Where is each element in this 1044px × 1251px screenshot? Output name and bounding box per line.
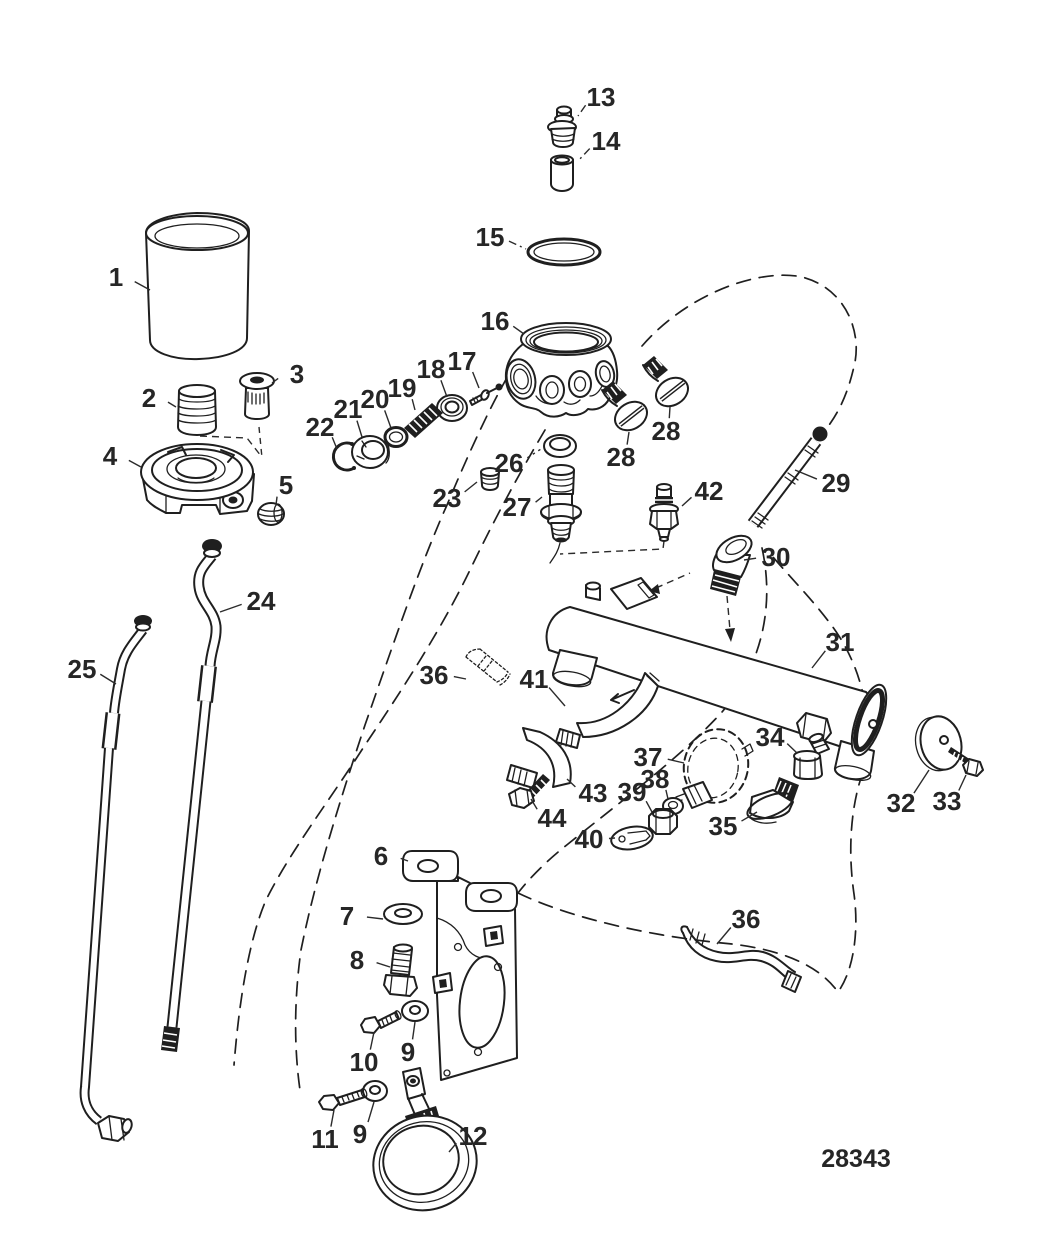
callout-poppet-valve: 21 xyxy=(333,394,363,424)
callout-oil-tube-b: 25 xyxy=(67,654,97,684)
part-29-oil-tube-short xyxy=(752,427,828,529)
callout-retainer-clip: 40 xyxy=(574,824,604,854)
part-35-tapered-plug xyxy=(744,777,799,824)
part-26-sealing-washer xyxy=(544,435,576,457)
callout-valve-pin: 17 xyxy=(447,346,477,376)
part-6-mounting-bracket xyxy=(400,851,517,1080)
callout-screw-b: 11 xyxy=(311,1124,339,1154)
leader-threaded-nipple xyxy=(168,402,176,407)
part-15-o-ring xyxy=(528,239,600,265)
callout-washer: 18 xyxy=(416,354,446,384)
part-39-locknut xyxy=(649,809,677,834)
part-14-spacer-sleeve xyxy=(551,156,573,192)
callout-tapered-plug: 35 xyxy=(708,811,738,841)
part-2-threaded-nipple xyxy=(178,385,216,435)
callout-fitting-plug: 13 xyxy=(586,82,616,112)
part-16-filter-manifold xyxy=(503,323,618,417)
part-3-flanged-insert xyxy=(240,373,274,419)
part-7-flat-washer xyxy=(384,904,422,924)
callout-o-ring-small: 20 xyxy=(360,384,390,414)
callout-set-screw: 5 xyxy=(278,470,294,500)
callout-hex-plug: 34 xyxy=(755,722,785,752)
callout-oil-filter: 1 xyxy=(108,262,124,292)
leader-hose-clamp xyxy=(668,759,684,763)
callout-hose-b: 36 xyxy=(731,904,761,934)
callout-plug-fitting-b: 28 xyxy=(651,416,681,446)
leader-spacer-sleeve xyxy=(578,149,590,161)
part-25-oil-tube-b xyxy=(85,615,152,1141)
callout-pressure-sensor: 42 xyxy=(694,476,724,506)
part-28-plug-fitting-b xyxy=(643,356,693,412)
leader-sealing-washer xyxy=(527,449,541,458)
leader-oil-tube-b xyxy=(100,674,116,684)
callout-saddle-clamp-a: 41 xyxy=(519,664,549,694)
callout-spring: 19 xyxy=(387,373,417,403)
part-18-washer xyxy=(437,395,467,421)
part-32-cover-disc xyxy=(910,712,967,775)
callout-hose-fitting-a: 36 xyxy=(419,660,449,690)
part-31-distribution-tube xyxy=(547,578,894,783)
callout-saddle-clamp-b: 43 xyxy=(578,778,608,808)
part-24-oil-tube-a xyxy=(161,539,222,1052)
callout-washer-b: 9 xyxy=(352,1119,368,1149)
callout-distribution-tube: 31 xyxy=(825,627,855,657)
leader-oil-tube-a xyxy=(220,604,242,612)
callout-sealing-washer: 26 xyxy=(494,448,524,478)
part-20-o-ring-small xyxy=(385,428,407,447)
leader-filter-adapter xyxy=(129,460,141,467)
leader-filter-manifold xyxy=(513,326,524,334)
callout-locknut: 39 xyxy=(617,777,647,807)
callout-hose-clamp: 37 xyxy=(633,742,663,772)
callout-cover-disc: 32 xyxy=(886,788,916,818)
callout-screw-small: 33 xyxy=(932,786,962,816)
leader-plug-screw xyxy=(465,482,477,492)
figure-number: 28343 xyxy=(821,1145,891,1173)
callout-elbow-fitting: 30 xyxy=(761,542,791,572)
leader-distribution-tube xyxy=(812,651,825,668)
callout-oil-tube-a: 24 xyxy=(246,586,276,616)
part-21-poppet-valve xyxy=(352,436,389,468)
part-11-screw-b xyxy=(319,1088,368,1110)
callout-screw-a: 10 xyxy=(349,1047,379,1077)
leader-hose-b xyxy=(717,927,731,944)
leader-fitting-plug xyxy=(578,105,586,116)
callout-plug-fitting-a: 28 xyxy=(606,442,636,472)
callout-oil-tube-short: 29 xyxy=(821,468,851,498)
callout-hex-bolt: 8 xyxy=(349,945,365,975)
part-1-oil-filter xyxy=(146,213,249,359)
leader-saddle-clamp-a xyxy=(549,688,565,706)
callout-plug-screw: 23 xyxy=(432,483,462,513)
callout-filter-adapter: 4 xyxy=(102,441,118,471)
part-36-hose-fitting-a xyxy=(466,649,510,685)
part-34-hex-plug xyxy=(794,732,829,779)
callout-flanged-insert: 3 xyxy=(289,359,305,389)
leader-washer-b xyxy=(368,1102,374,1122)
leader-outlet-fitting xyxy=(536,497,542,502)
part-9-washer-a xyxy=(402,1001,428,1021)
callout-washer-small: 38 xyxy=(640,764,670,794)
part-30-elbow-fitting xyxy=(710,530,756,596)
part-9-washer-b xyxy=(363,1081,387,1101)
leader-o-ring-large xyxy=(509,241,526,249)
callout-filter-manifold: 16 xyxy=(480,306,510,336)
part-10-screw-a xyxy=(361,1010,402,1033)
part-19-spring xyxy=(404,403,443,438)
part-5-set-screw xyxy=(258,503,284,525)
leader-hex-bolt xyxy=(377,963,390,967)
leader-locknut xyxy=(646,801,652,812)
callout-mounting-bracket: 6 xyxy=(373,841,389,871)
callout-outlet-fitting: 27 xyxy=(502,492,532,522)
callout-threaded-nipple: 2 xyxy=(141,383,157,413)
part-4-filter-adapter xyxy=(141,444,254,514)
callout-washer-a: 9 xyxy=(400,1037,416,1067)
leader-retainer-clip xyxy=(609,838,615,839)
leader-hex-plug xyxy=(787,744,797,753)
leader-pressure-sensor xyxy=(682,497,692,506)
part-17-valve-pin xyxy=(470,384,503,406)
callout-snap-ring: 22 xyxy=(305,412,335,442)
part-37-hose-clamp xyxy=(674,723,755,809)
callout-o-ring-large: 15 xyxy=(475,222,505,252)
part-40-retainer-clip xyxy=(609,824,654,853)
part-36-hose-b xyxy=(681,926,801,992)
leader-cover-disc xyxy=(914,770,929,793)
callout-spacer-sleeve: 14 xyxy=(591,126,621,156)
callout-flat-washer: 7 xyxy=(339,901,355,931)
part-13-fitting-plug xyxy=(548,107,576,148)
leader-flat-washer xyxy=(367,917,383,919)
part-28-plug-fitting-a xyxy=(602,381,652,436)
callout-clamp-bolt: 44 xyxy=(537,803,567,833)
callout-tube-clamp: 12 xyxy=(458,1121,488,1151)
leader-hose-fitting-a xyxy=(454,677,466,679)
part-42-pressure-sensor xyxy=(650,484,678,541)
part-8-hex-bolt xyxy=(384,945,417,997)
part-27-outlet-fitting xyxy=(541,465,581,563)
